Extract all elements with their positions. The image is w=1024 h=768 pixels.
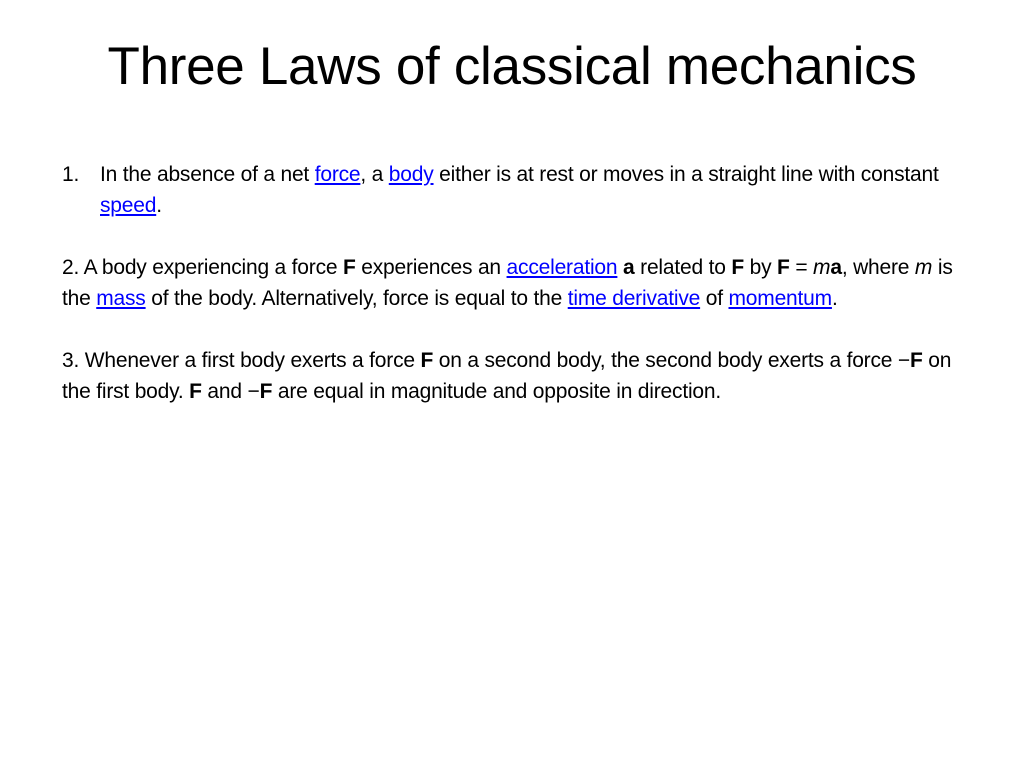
law-2-text-part: by — [743, 256, 778, 279]
symbol-F: F — [909, 349, 923, 372]
symbol-F: F — [343, 256, 356, 279]
symbol-F: F — [189, 380, 202, 403]
law-2-text-part: of — [700, 287, 729, 310]
link-speed[interactable]: speed — [100, 194, 157, 217]
law-2-text-part: . — [831, 287, 838, 310]
law-1-text-part: , a — [360, 163, 389, 186]
law-2-text-part: of the body. Alternatively, force is equal to the — [145, 287, 568, 310]
law-3 — [62, 345, 982, 407]
link-time-derivative[interactable]: time derivative — [567, 287, 701, 310]
law-3-text-part: 3. Whenever a first body exerts a force — [62, 349, 421, 372]
link-body[interactable]: body — [388, 163, 434, 186]
symbol-F: F — [777, 256, 790, 279]
law-2-text-part: , where — [841, 256, 915, 279]
symbol-m: m — [813, 256, 831, 279]
paragraph-spacer — [62, 314, 982, 345]
law-1-text-part: either is at rest or moves in a straight line with constant — [433, 163, 939, 186]
link-force[interactable]: force — [314, 163, 361, 186]
symbol-F: F — [731, 256, 744, 279]
law-1-text — [100, 159, 982, 221]
slide-title: Three Laws of classical mechanics — [107, 37, 917, 96]
law-2 — [62, 252, 982, 314]
slide-content — [62, 159, 982, 407]
link-acceleration[interactable]: acceleration — [506, 256, 618, 279]
law-1-number: 1. — [62, 163, 80, 186]
law-2-text-part: related to — [634, 256, 732, 279]
law-3-text-part: are equal in magnitude and opposite in direction. — [272, 380, 722, 403]
law-3-text-part: on a second body, the second body exerts a force − — [433, 349, 910, 372]
symbol-a: a — [623, 256, 635, 279]
law-2-text-part: 2. A body experiencing a force — [62, 256, 343, 279]
law-1 — [62, 159, 982, 221]
law-3-text-part: on the first body. — [62, 349, 952, 403]
law-1-text-part: In the absence of a net — [100, 163, 315, 186]
paragraph-spacer — [62, 221, 982, 252]
link-mass[interactable]: mass — [96, 287, 146, 310]
symbol-m: m — [914, 256, 933, 279]
symbol-a: a — [830, 256, 842, 279]
law-2-text-part: experiences an — [355, 256, 507, 279]
link-momentum[interactable]: momentum — [728, 287, 832, 310]
symbol-F: F — [420, 349, 434, 372]
symbol-F: F — [259, 380, 273, 403]
law-2-text-part: is the — [62, 256, 953, 310]
law-2-text-part: = — [789, 256, 814, 279]
law-3-text-part: and − — [201, 380, 260, 403]
law-1-text-part: . — [156, 194, 162, 217]
